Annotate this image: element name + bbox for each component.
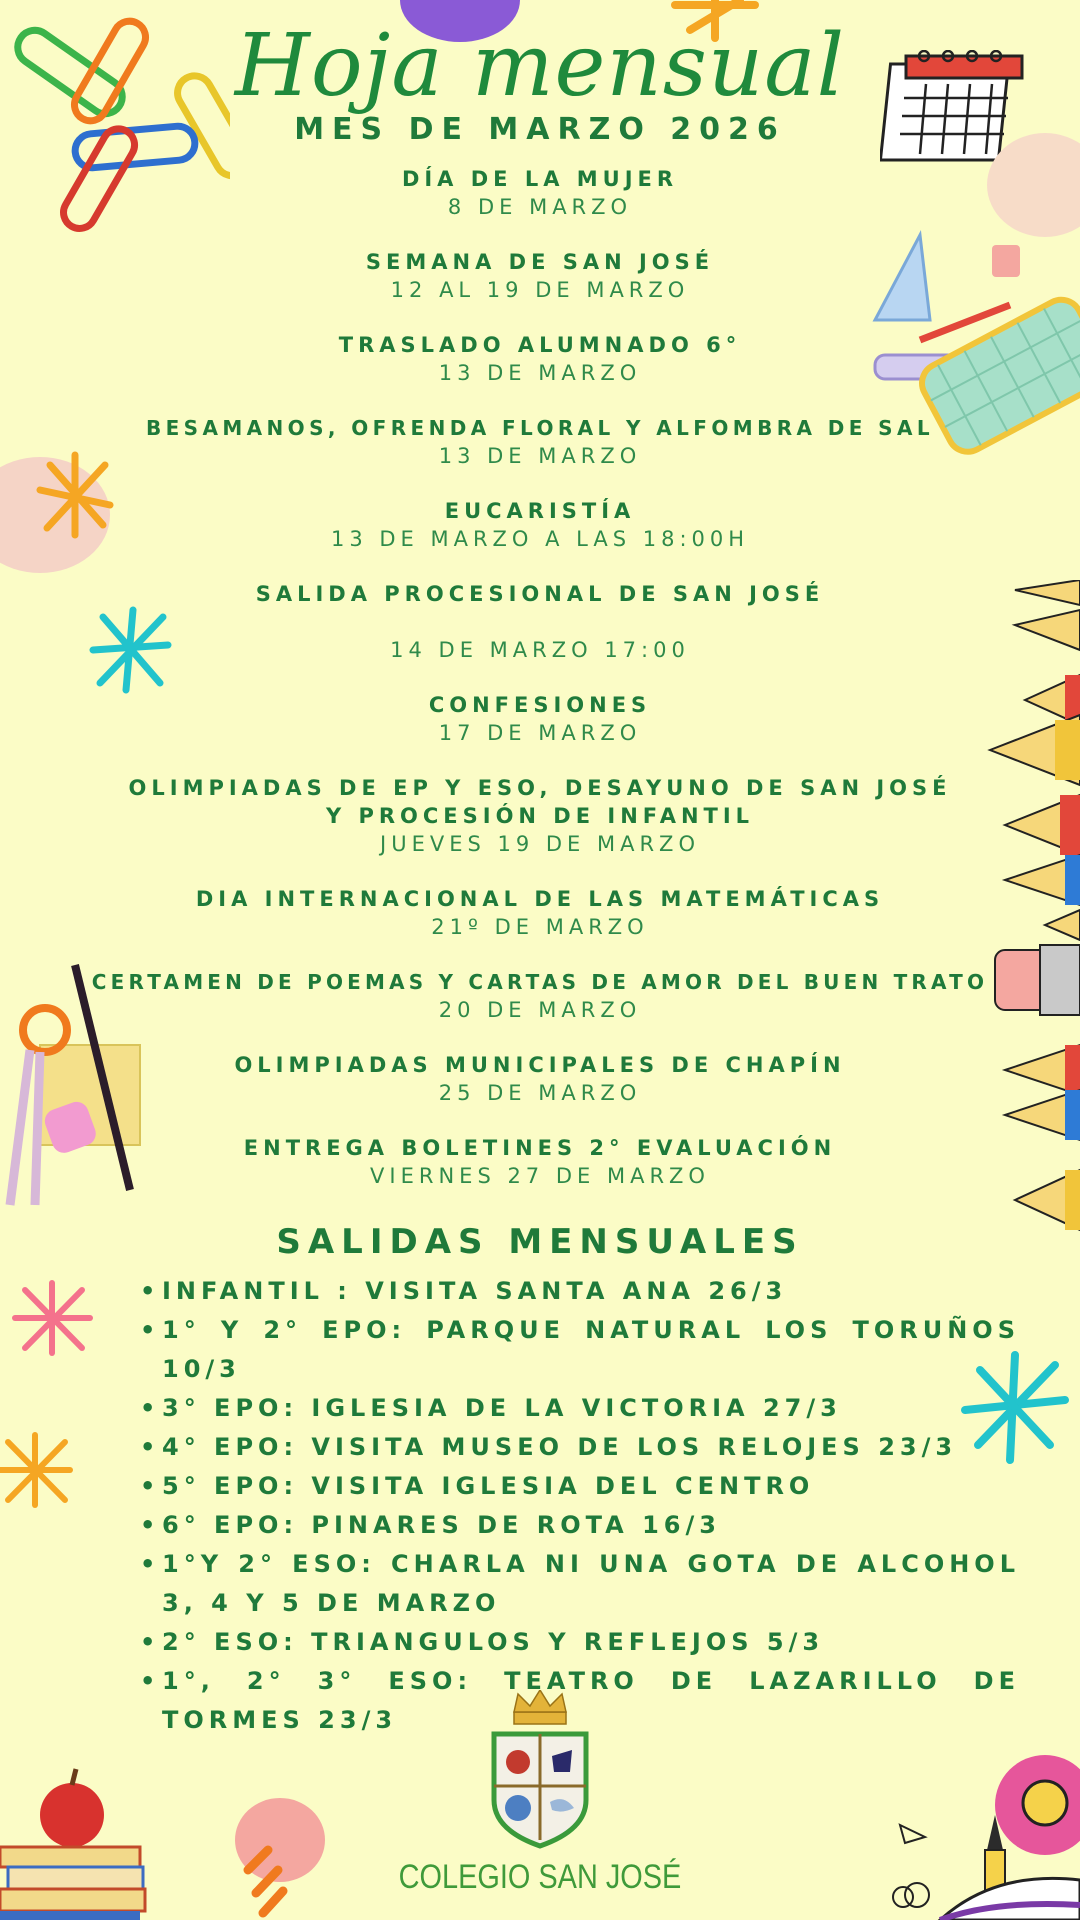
event-title: SALIDA PROCESIONAL DE SAN JOSÉ [255, 582, 825, 606]
list-item: • INFANTIL : VISITA SANTA ANA 26/3 [140, 1272, 1020, 1311]
event-item [90, 1051, 990, 1107]
list-item: • 6° EPO: PINARES DE ROTA 16/3 [140, 1506, 1020, 1545]
event-title: BESAMANOS, OFRENDA FLORAL Y ALFOMBRA DE SAL [145, 416, 935, 440]
event-item [90, 165, 990, 221]
event-date: 14 DE MARZO 17:00 [390, 638, 690, 662]
list-item: • 2° ESO: TRIANGULOS Y REFLEJOS 5/3 [140, 1623, 1020, 1662]
list-item: • 1° Y 2° EPO: PARQUE NATURAL LOS TORUÑOS 10/3 [140, 1311, 1020, 1389]
event-title: DÍA DE LA MUJER [401, 167, 679, 191]
event-date: 17 DE MARZO [438, 721, 642, 745]
event-item [90, 331, 990, 387]
event-date: 13 DE MARZO [438, 444, 642, 468]
spacer [90, 608, 990, 636]
month-subtitle: MES DE MARZO 2026 [294, 112, 786, 147]
event-item [90, 580, 990, 664]
salidas-list [140, 1272, 1020, 1740]
event-item [90, 497, 990, 553]
event-item [90, 691, 990, 747]
salidas-heading: SALIDAS MENSUALES [276, 1222, 804, 1262]
event-date: 25 DE MARZO [438, 1081, 642, 1105]
event-title-line: Y PROCESIÓN DE INFANTIL [325, 804, 755, 828]
event-title: SEMANA DE SAN JOSÉ [365, 250, 715, 274]
event-title: TRASLADO ALUMNADO 6° [338, 333, 742, 357]
event-date: VIERNES 27 DE MARZO [370, 1164, 710, 1188]
event-date: 8 DE MARZO [447, 195, 633, 219]
event-title: ENTREGA BOLETINES 2° EVALUACIÓN [243, 1136, 837, 1160]
list-item: • 1°Y 2° ESO: CHARLA NI UNA GOTA DE ALCOHOL 3, 4 Y 5 DE MARZO [140, 1545, 1020, 1623]
list-item: • 5° EPO: VISITA IGLESIA DEL CENTRO [140, 1467, 1020, 1506]
orange-sparkle-icon [0, 1430, 75, 1510]
event-item [90, 1134, 990, 1190]
event-title: OLIMPIADAS MUNICIPALES DE CHAPÍN [234, 1053, 846, 1077]
event-item [90, 774, 990, 858]
list-item: • 1°, 2° 3° ESO: TEATRO DE LAZARILLO DE TORMES 23/3 [140, 1662, 1020, 1740]
event-title [90, 774, 990, 830]
event-title: DIA INTERNACIONAL DE LAS MATEMÁTICAS [195, 887, 885, 911]
event-date: 21º DE MARZO [431, 915, 649, 939]
event-date: 20 DE MARZO [438, 998, 642, 1022]
event-date: 13 DE MARZO A LAS 18:00H [330, 527, 750, 551]
event-item [90, 968, 990, 1024]
events-list [90, 165, 990, 1217]
page-title: Hoja mensual [234, 16, 846, 116]
list-item: • 3° EPO: IGLESIA DE LA VICTORIA 27/3 [140, 1389, 1020, 1428]
list-item: • 4° EPO: VISITA MUSEO DE LOS RELOJES 23/3 [140, 1428, 1020, 1467]
event-title: CONFESIONES [428, 693, 652, 717]
event-title: CERTAMEN DE POEMAS Y CARTAS DE AMOR DEL BUEN TRATO [91, 970, 989, 994]
event-title-line: OLIMPIADAS DE EP Y ESO, DESAYUNO DE SAN JOSÉ [128, 776, 952, 800]
event-item [90, 885, 990, 941]
pencils-illustration [985, 580, 1080, 1260]
pink-sparkle-icon [10, 1278, 95, 1358]
event-date: 12 AL 19 DE MARZO [390, 278, 690, 302]
event-date: 13 DE MARZO [438, 361, 642, 385]
event-item [90, 414, 990, 470]
school-name: COLEGIO SAN JOSÉ [398, 1858, 682, 1896]
event-title: EUCARISTÍA [444, 499, 636, 523]
event-item [90, 248, 990, 304]
event-date: JUEVES 19 DE MARZO [380, 832, 700, 856]
